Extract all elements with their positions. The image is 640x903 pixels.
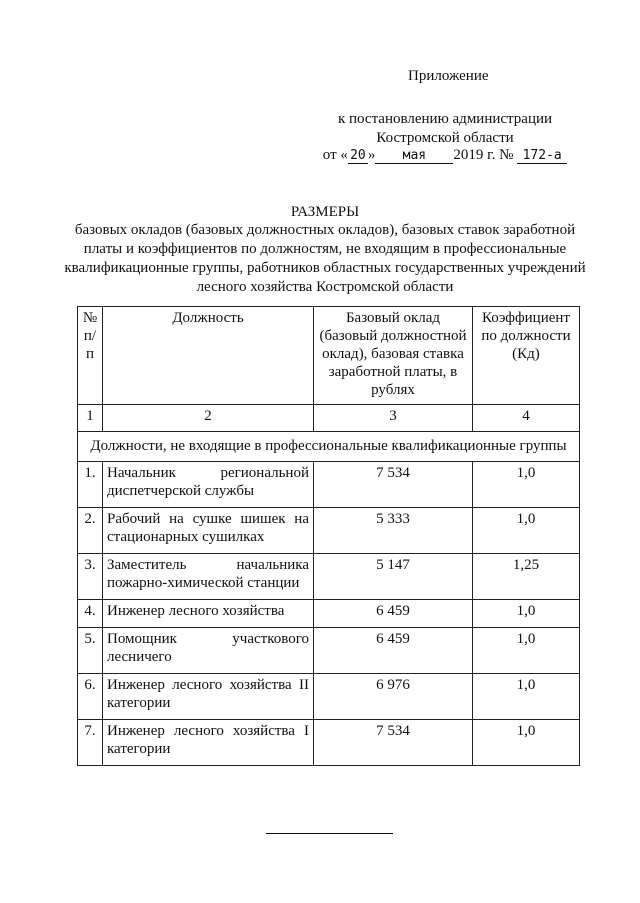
document-title: РАЗМЕРЫ bbox=[290, 204, 360, 220]
numbering-row bbox=[78, 405, 580, 432]
row-number: 2. bbox=[78, 508, 103, 554]
col-header-salary: Базовый оклад (базовый должностной оклад), базовая ставка заработной платы, в рублях bbox=[314, 307, 473, 405]
table-row bbox=[78, 508, 580, 554]
date-prefix: от « bbox=[322, 147, 348, 163]
salary-cell: 7 534 bbox=[314, 462, 473, 508]
column-number: 3 bbox=[314, 405, 473, 432]
row-number: 5. bbox=[78, 628, 103, 674]
salary-cell: 6 459 bbox=[314, 628, 473, 674]
coefficient-cell: 1,25 bbox=[473, 554, 580, 600]
coefficient-cell: 1,0 bbox=[473, 462, 580, 508]
position-cell: Инженер лесного хозяйства II категории bbox=[103, 674, 314, 720]
date-mid: » bbox=[367, 147, 376, 163]
coefficient-cell: 1,0 bbox=[473, 674, 580, 720]
salary-cell: 5 333 bbox=[314, 508, 473, 554]
coefficient-cell: 1,0 bbox=[473, 628, 580, 674]
row-number: 4. bbox=[78, 600, 103, 628]
date-line bbox=[320, 146, 570, 165]
col-header-coefficient: Коэффициент по должности (Кд) bbox=[473, 307, 580, 405]
position-cell: Рабочий на сушке шишек на стационарных сушилках bbox=[103, 508, 314, 554]
date-year: 2019 г. № bbox=[453, 147, 514, 163]
col-header-number: № п/п bbox=[78, 307, 103, 405]
section-title: Должности, не входящие в профессиональные квалификационные группы bbox=[78, 432, 580, 462]
table-row bbox=[78, 600, 580, 628]
closing-line bbox=[266, 833, 393, 834]
table-row bbox=[78, 674, 580, 720]
position-cell: Инженер лесного хозяйства I категории bbox=[103, 720, 314, 766]
appendix-label: Приложение bbox=[408, 68, 489, 84]
coefficient-cell: 1,0 bbox=[473, 508, 580, 554]
row-number: 3. bbox=[78, 554, 103, 600]
salary-cell: 6 976 bbox=[314, 674, 473, 720]
position-cell: Начальник региональной диспетчерской службы bbox=[103, 462, 314, 508]
table-row bbox=[78, 628, 580, 674]
position-cell: Заместитель начальника пожарно-химической станции bbox=[103, 554, 314, 600]
table-row bbox=[78, 554, 580, 600]
coefficient-cell: 1,0 bbox=[473, 720, 580, 766]
document-number: 172-а bbox=[517, 149, 567, 164]
row-number: 6. bbox=[78, 674, 103, 720]
salary-cell: 7 534 bbox=[314, 720, 473, 766]
resolution-line: к постановлению администрации bbox=[337, 111, 553, 127]
position-cell: Помощник участкового лесничего bbox=[103, 628, 314, 674]
table-row bbox=[78, 462, 580, 508]
row-number: 1. bbox=[78, 462, 103, 508]
col-header-position: Должность bbox=[103, 307, 314, 405]
coefficient-cell: 1,0 bbox=[473, 600, 580, 628]
document-subtitle: базовых окладов (базовых должностных окладов), базовых ставок заработной платы и коэффициентов по должностям, не входящим в профессиональные квалификационные группы, работников областных государственных учреждений лесного хозяйства Костромской области bbox=[64, 222, 586, 295]
column-number: 4 bbox=[473, 405, 580, 432]
date-day: 20 bbox=[348, 149, 368, 164]
region-line: Костромской области bbox=[376, 130, 514, 146]
table-header-row bbox=[78, 307, 580, 405]
date-month: мая bbox=[375, 149, 453, 164]
section-row bbox=[78, 432, 580, 462]
row-number: 7. bbox=[78, 720, 103, 766]
salary-cell: 6 459 bbox=[314, 600, 473, 628]
salary-cell: 5 147 bbox=[314, 554, 473, 600]
salary-table bbox=[77, 306, 580, 766]
table-row bbox=[78, 720, 580, 766]
position-cell: Инженер лесного хозяйства bbox=[103, 600, 314, 628]
column-number: 1 bbox=[78, 405, 103, 432]
column-number: 2 bbox=[103, 405, 314, 432]
